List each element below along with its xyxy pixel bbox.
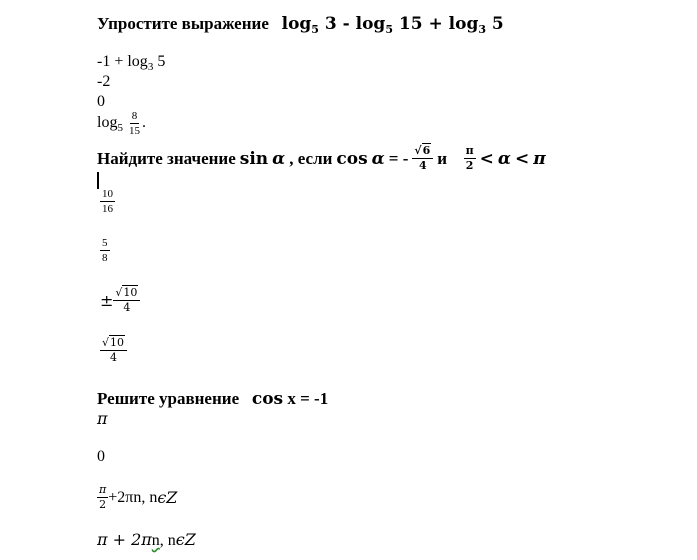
q3-answer-4[interactable]: π + 2πn, nϵZ (97, 530, 196, 549)
question-3: Решите уравнение cos x = -1 (97, 389, 329, 409)
fraction: $\frac{10}{16}$ (102, 188, 113, 215)
text-cursor (97, 172, 99, 189)
fraction: $\frac{5}{8}$ (102, 237, 108, 264)
q3-answer-3[interactable]: $\frac{\pi}{2}$ +2πn, n ϵZ (99, 483, 178, 511)
fraction: $\frac{√10}{4}$ (113, 287, 140, 314)
q3-answer-2[interactable]: 0 (97, 448, 105, 465)
q2-answer-4[interactable] (100, 337, 127, 364)
question-2: Найдите значение sin α , если cos α = - $\frac{√6}{4}$ и $\frac{\pi}{2}$ < α < π (97, 144, 546, 172)
sqrt: √10 (102, 336, 125, 349)
fraction-sqrt6-over-4: $\frac{√6}{4}$ (412, 145, 433, 172)
q2-answer-2[interactable] (100, 237, 110, 264)
question-1 (97, 14, 504, 36)
fraction-pi-over-2: $\frac{\pi}{2}$ (99, 483, 107, 511)
question-1-text: Упростите выражение (97, 14, 269, 33)
sqrt: √6 (414, 144, 431, 157)
fraction: $\frac{8}{15}$ (128, 110, 140, 137)
question-1-expression: $\log_5 3 - \log_5 15 + \log_3 5$ (281, 14, 504, 36)
q1-answer-4[interactable]: $\log_5$ $\frac{8}{15}$ . (97, 110, 146, 137)
q1-answer-2[interactable]: -2 (97, 73, 111, 90)
question-2-text: Найдите значение (97, 148, 236, 168)
q1-answer-3[interactable]: 0 (97, 93, 105, 110)
q2-answer-3[interactable]: ± $\frac{√10}{4}$ (100, 287, 140, 314)
q2-answer-1[interactable] (100, 188, 115, 215)
sqrt: √10 (115, 286, 138, 299)
q3-answer-1[interactable]: π (97, 409, 108, 428)
question-3-text: Решите уравнение (97, 389, 240, 408)
fraction-pi-over-2: $\frac{\pi}{2}$ (465, 144, 474, 172)
fraction: $\frac{√10}{4}$ (100, 337, 127, 364)
q1-answer-1[interactable]: $-1 + \log_3 5$ (97, 53, 166, 73)
